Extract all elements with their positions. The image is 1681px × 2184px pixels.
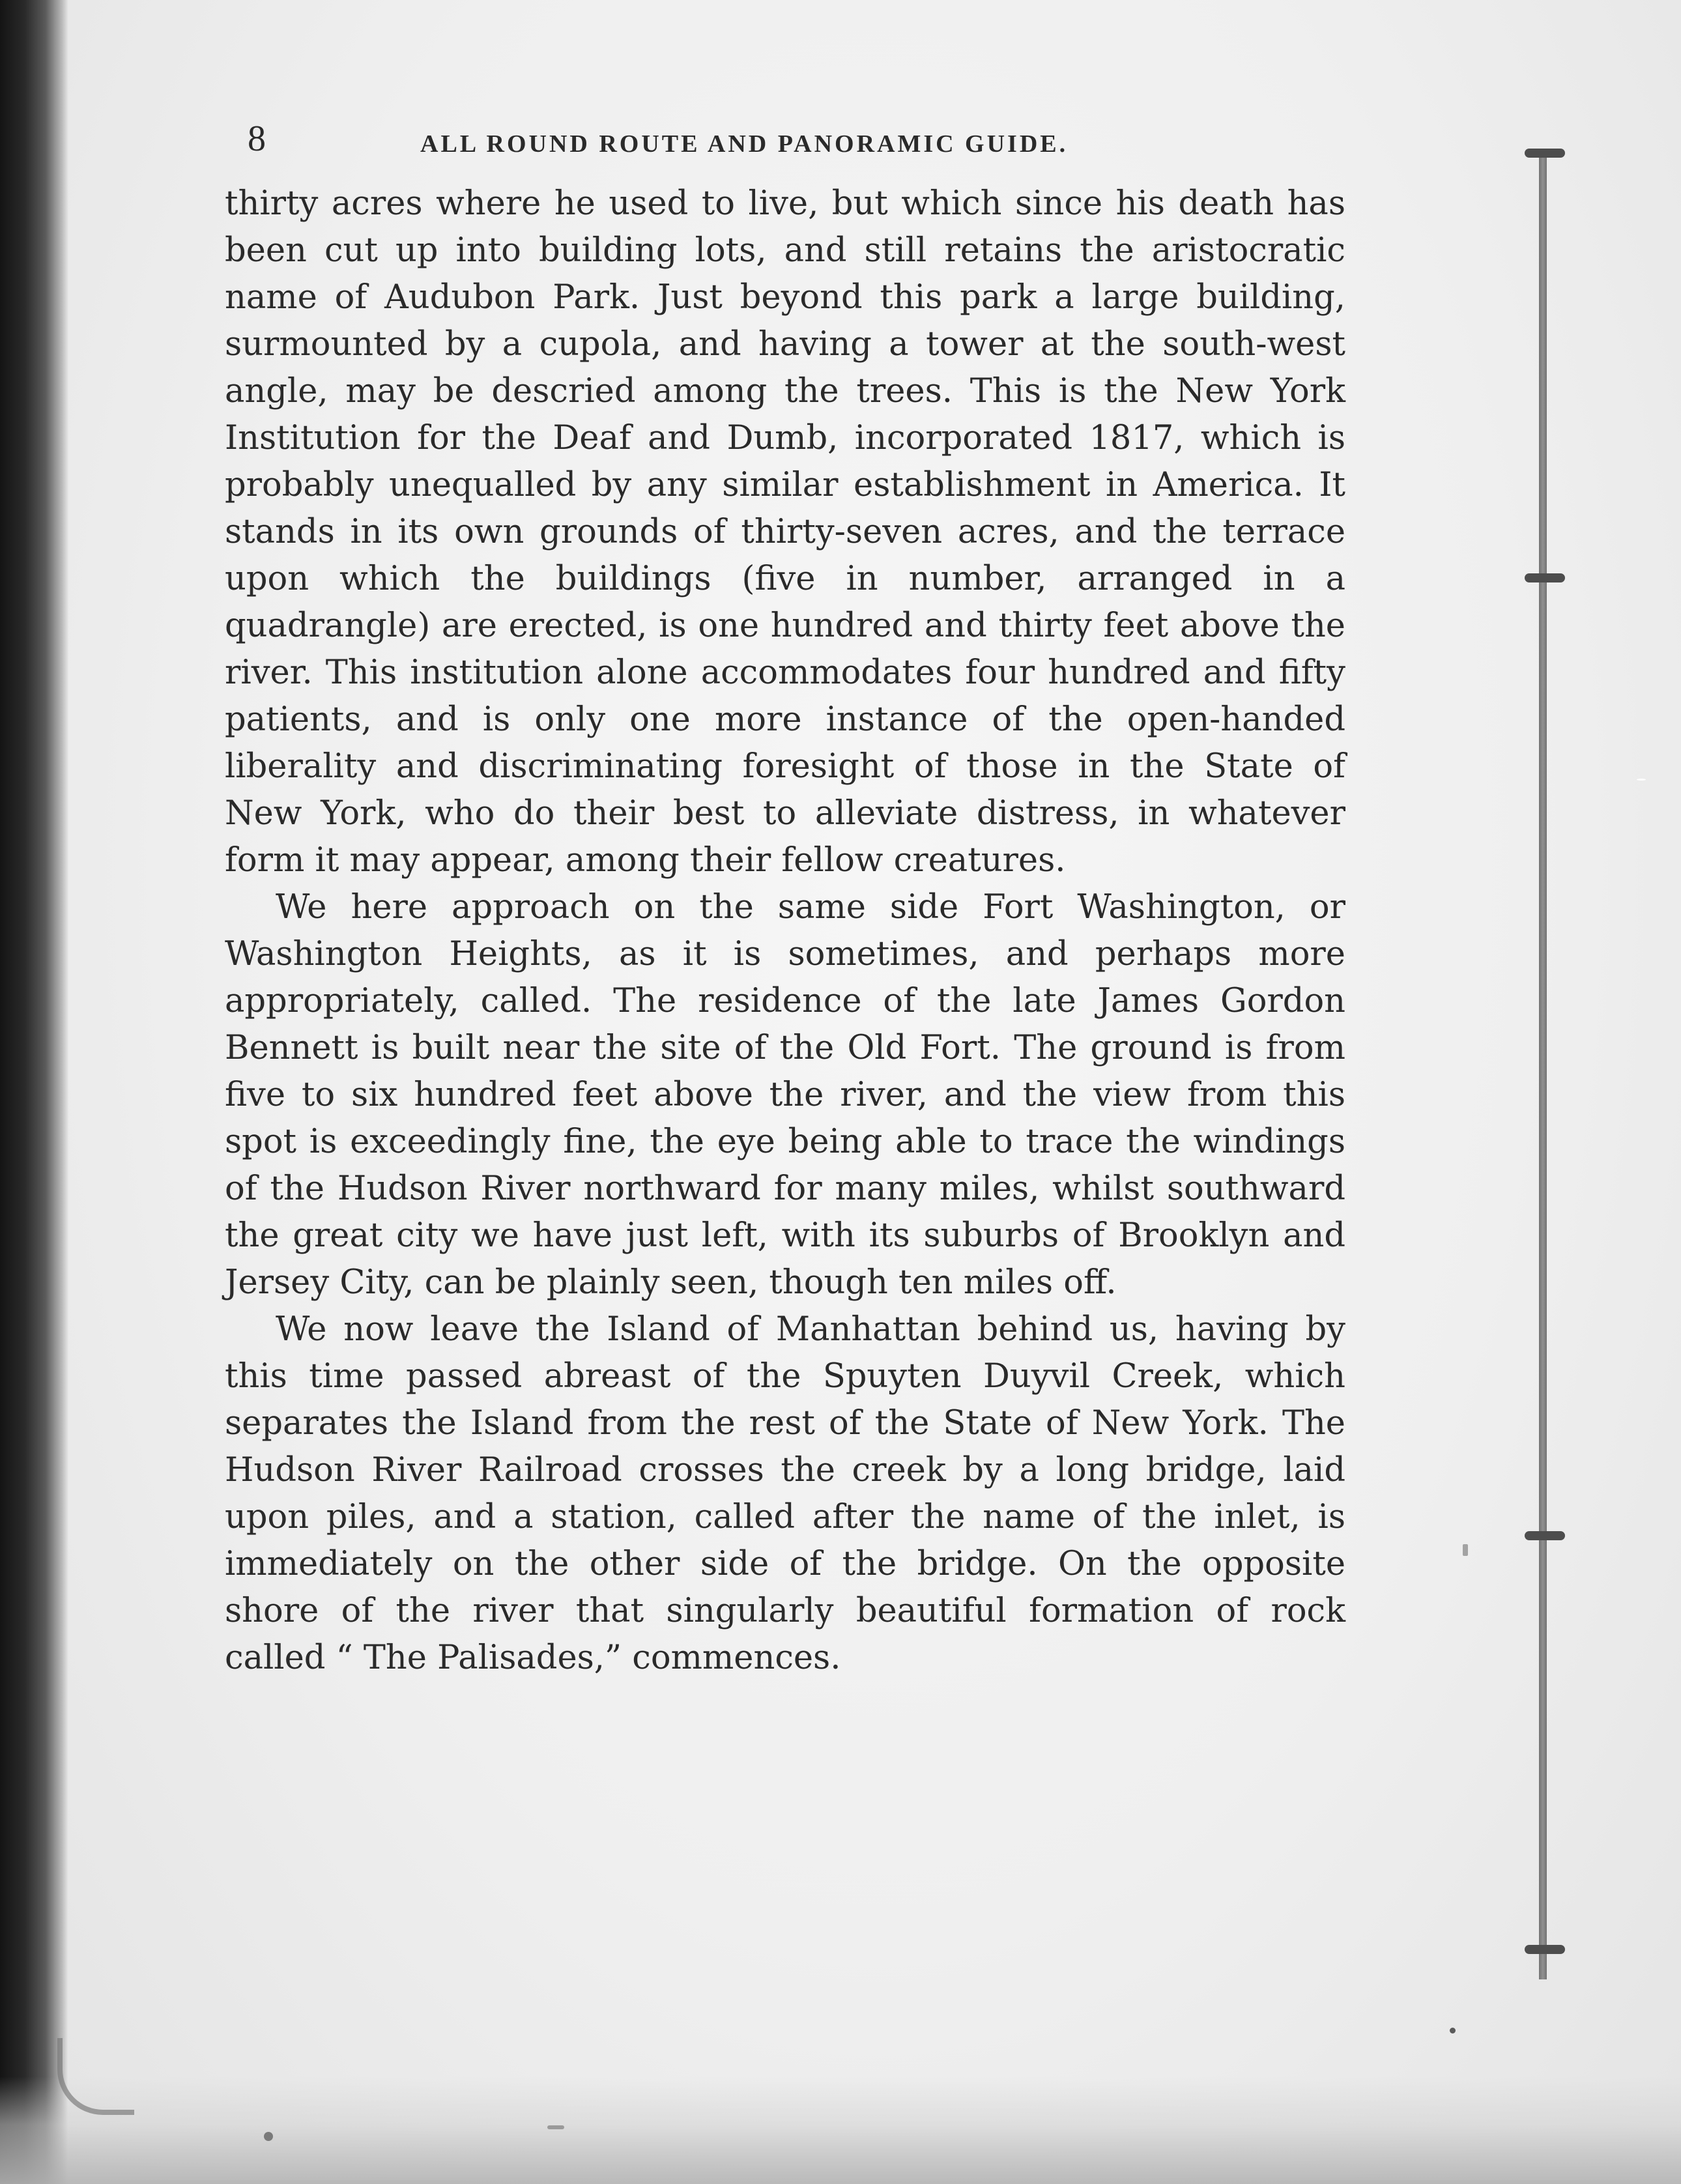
paragraph-2: We here approach on the same side Fort Washington, or Washington Heights, as it is sometimes, and perhaps more appropriately, called. The residence of the late James Gordon Bennett is built near the site of the Old Fort. The ground is from five to six hundred feet above the river, and the view from this spot is exceedingly fine, the eye being able to trace the windings of the Hudson River northward for many miles, whilst southward the great city we have just left, with its suburbs of Brooklyn and Jersey City, can be plainly seen, though ten miles off. (225, 888, 1345, 1302)
bottom-paper-shadow (0, 2076, 1681, 2184)
margin-rule-mark (1525, 149, 1565, 158)
scan-speck (547, 2125, 564, 2129)
scan-speck (1463, 1544, 1468, 1556)
margin-rule-mark (1525, 573, 1565, 582)
scan-speck (264, 2132, 273, 2141)
margin-rule-mark (1525, 1945, 1565, 1954)
scan-speck (1637, 779, 1646, 781)
page-number: 8 (248, 119, 266, 159)
margin-rule-mark (1525, 1531, 1565, 1540)
margin-rule-line (1539, 149, 1547, 1979)
book-page-content (225, 121, 1345, 1682)
paragraph-1: thirty acres where he used to live, but which since his death has been cut up into building lots, and still retains the aristocratic name of Audubon Park. Just beyond this park a large building, surmounted by a cupola, and having a tower at the south-west angle, may be descried among the trees. This is the New York Institution for the Deaf and Dumb, incorporated 1817, which is probably unequalled by any similar establishment in America. It stands in its own grounds of thirty-seven acres, and the terrace upon which the buildings (five in number, arranged in a quadrangle) are erected, is one hundred and thirty feet above the river. This institution alone accommodates four hundred and fifty patients, and is only one more instance of the open-handed liberality and discriminating foresight of those in the State of New York, who do their best to alleviate distress, in whatever form it may appear, among their fellow creatures. (225, 184, 1345, 880)
running-head: ALL ROUND ROUTE AND PANORAMIC GUIDE. (420, 130, 1069, 158)
binding-edge (0, 0, 68, 2184)
page-header (225, 121, 1345, 171)
scan-speck (1450, 2028, 1456, 2033)
paragraph-3: We now leave the Island of Manhattan behind us, having by this time passed abreast of the Spuyten Duyvil Creek, which separates the Island from the rest of the State of New York. The Hudson River Railroad crosses the creek by a long bridge, laid upon piles, and a station, called after the name of the inlet, is immediately on the other side of the bridge. On the opposite shore of the river that singularly beautiful formation of rock called “ The Palisades,” commences. (225, 1310, 1345, 1677)
body-text (225, 180, 1345, 1682)
